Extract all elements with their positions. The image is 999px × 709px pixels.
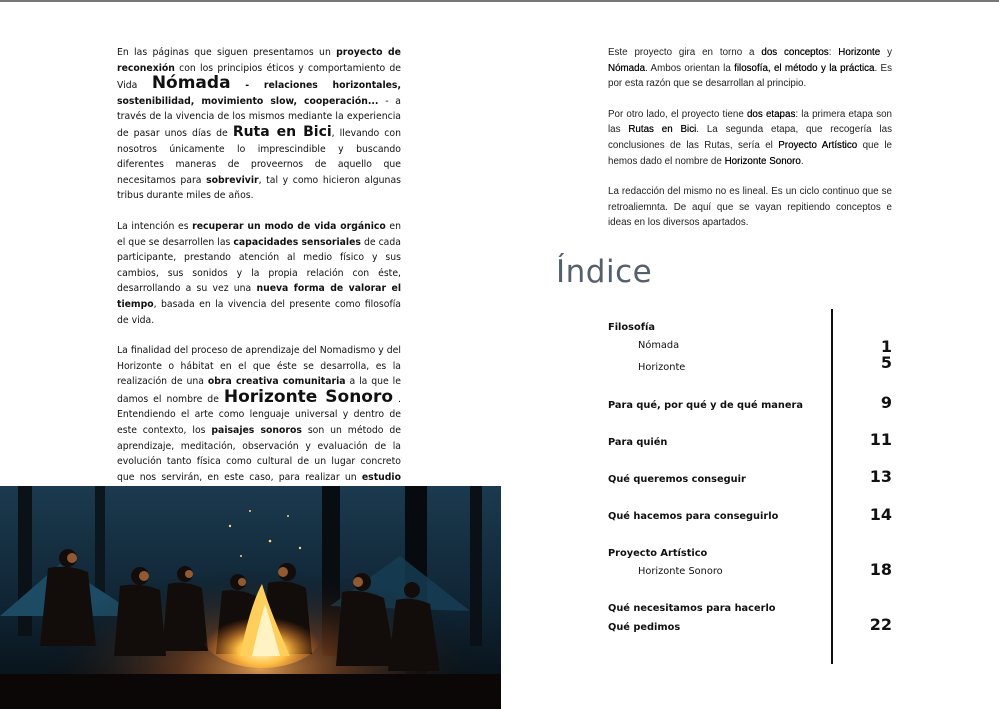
intro-paragraph-2: La intención es recuperar un modo de vida orgánico en el que se desarrollen las capacidades sensoriales de cada participante, prestando atención al medio físico y sus cambios, sus sonidos y la propia relación con éste, desarrollando a su vez una nueva forma de valorar el tiempo, basada en la vivencia del presente como filosofía de vida. — [117, 220, 402, 326]
toc-proyecto[interactable]: Proyecto Artístico — [608, 548, 708, 559]
toc-horizonte-sonoro-page: 18 — [869, 560, 892, 579]
toc-nomada[interactable]: Nómada — [638, 340, 680, 351]
intro-paragraph-3: La finalidad del proceso de aprendizaje del Nomadismo y del Horizonte o hábitat en el que éste se desarrolla, es la realización de una obra creativa comunitaria a la que le damos el nombre de Horizonte Sonoro . Entendiendo el arte como lenguaje universal y dentro de este contexto, los paisajes sonoros son un método de aprendizaje, meditación, observación y evaluación de la evolución tanto física como cultural de un lugar concreto que nos servirán, en este caso, para realizar un estudio — [117, 345, 401, 483]
toc-para-que[interactable]: Para qué, por qué y de qué manera — [608, 400, 803, 411]
index-divider — [831, 309, 833, 664]
toc-nomada-page: 1 — [880, 337, 892, 356]
toc-para-quien-page: 11 — [869, 430, 892, 449]
toc-que-necesitamos[interactable]: Qué necesitamos para hacerlo — [608, 603, 776, 614]
toc-que-hacemos-page: 14 — [869, 505, 892, 524]
toc-que-queremos-page: 13 — [869, 467, 892, 486]
page-top-border — [0, 0, 999, 2]
description-paragraph-1: Este proyecto gira en torno a dos conceptos: Horizonte y Nómada. Ambos orientan la filosofía, el método y la práctica. Es por esta razón que se desarrollan al principio. — [608, 47, 892, 90]
toc-que-pedimos-page: 22 — [869, 615, 892, 634]
toc-para-que-page: 9 — [880, 393, 892, 412]
project-description — [608, 45, 892, 246]
description-paragraph-3: La redacción del mismo no es lineal. Es un ciclo continuo que se retroaliemnta. De aquí que se vayan repitiendo conceptos e ideas en los diversos apartados. — [608, 186, 892, 229]
toc-que-queremos[interactable]: Qué queremos conseguir — [608, 474, 746, 485]
toc-que-hacemos[interactable]: Qué hacemos para conseguirlo — [608, 511, 779, 522]
toc-filosofia[interactable]: Filosofía — [608, 322, 655, 333]
toc-horizonte-page: 5 — [880, 353, 892, 372]
toc-horizonte-sonoro[interactable]: Horizonte Sonoro — [638, 566, 723, 577]
intro-text — [117, 45, 401, 516]
index-title: Índice — [556, 254, 653, 290]
toc-horizonte[interactable]: Horizonte — [638, 362, 686, 373]
description-paragraph-2: Por otro lado, el proyecto tiene dos etapas: la primera etapa son las Rutas en Bici. La segunda etapa, que recogería las conclusiones de las Rutas, sería el Proyecto Artístico que le hemos dado el nombre de Horizonte Sonoro. — [608, 108, 892, 167]
toc-para-quien[interactable]: Para quién — [608, 437, 668, 448]
intro-paragraph-1: En las páginas que siguen presentamos un proyecto de reconexión con los principios éticos y comportamiento de Vida Nómada - relaciones horizontales, sostenibilidad, movimiento slow, cooperación... - a través de la vivencia de los mismos mediante la experiencia de pasar unos días de Ruta en Bici, llevando con nosotros únicamente lo imprescindible y buscando diferentes maneras de proveernos de aquello que necesitamos para sobrevivir, tal y como hicieron algunas tribus durante miles de años. — [117, 47, 402, 202]
toc-que-pedimos[interactable]: Qué pedimos — [608, 622, 681, 633]
campfire-photo — [0, 486, 501, 709]
